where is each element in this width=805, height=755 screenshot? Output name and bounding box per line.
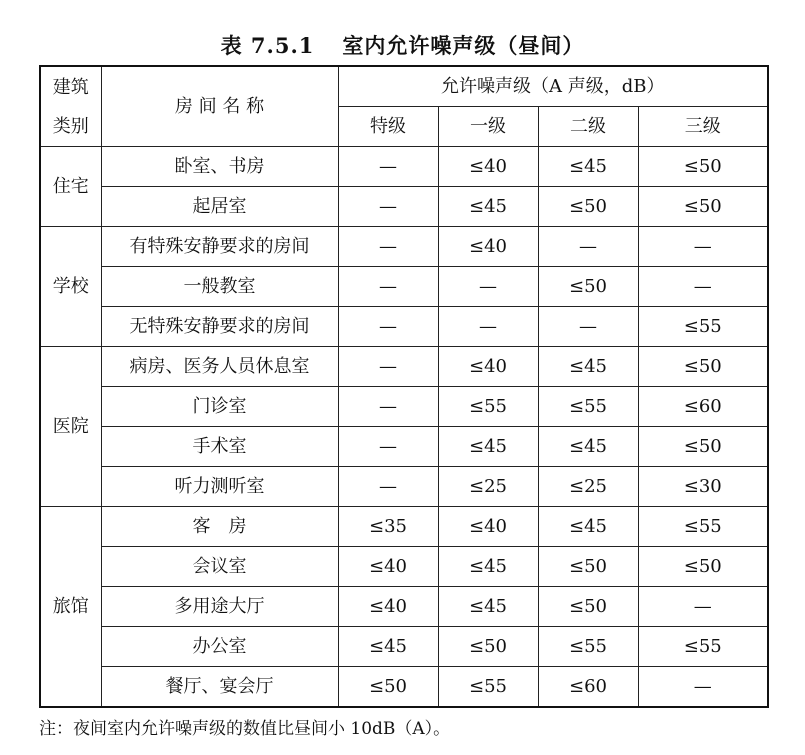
room-name-cell: 病房、医务人员休息室 xyxy=(101,347,338,387)
table-row xyxy=(40,307,768,347)
noise-value-cell: ≤50 xyxy=(538,267,638,307)
noise-value-cell: ≤50 xyxy=(638,427,768,467)
noise-value-cell: ≤55 xyxy=(538,627,638,667)
noise-value-cell: — xyxy=(638,667,768,708)
noise-value-cell: ≤45 xyxy=(538,427,638,467)
noise-value-cell: ≤50 xyxy=(538,187,638,227)
grade-header: 三级 xyxy=(638,107,768,147)
noise-value-cell: ≤45 xyxy=(438,587,538,627)
table-title xyxy=(0,30,805,60)
noise-value-cell: — xyxy=(338,267,438,307)
building-category-cell: 学校 xyxy=(40,227,101,347)
noise-value-cell: ≤25 xyxy=(438,467,538,507)
noise-value-cell: — xyxy=(538,307,638,347)
noise-value-cell: ≤50 xyxy=(338,667,438,708)
room-name-cell: 门诊室 xyxy=(101,387,338,427)
noise-value-cell: ≤60 xyxy=(538,667,638,708)
noise-value-cell: ≤55 xyxy=(638,507,768,547)
table-title-text: 室内允许噪声级（昼间） xyxy=(342,33,585,58)
room-name-cell: 客 房 xyxy=(101,507,338,547)
building-category-cell: 医院 xyxy=(40,347,101,507)
room-name-cell: 卧室、书房 xyxy=(101,147,338,187)
noise-value-cell: ≤40 xyxy=(438,347,538,387)
noise-level-table xyxy=(39,65,769,708)
table-row xyxy=(40,467,768,507)
noise-value-cell: ≤50 xyxy=(438,627,538,667)
table-row xyxy=(40,627,768,667)
table-row xyxy=(40,587,768,627)
noise-value-cell: — xyxy=(338,307,438,347)
noise-value-cell: — xyxy=(338,347,438,387)
building-category-cell: 旅馆 xyxy=(40,507,101,708)
noise-value-cell: — xyxy=(638,587,768,627)
noise-value-cell: — xyxy=(638,267,768,307)
noise-value-cell: ≤50 xyxy=(538,547,638,587)
noise-value-cell: — xyxy=(338,227,438,267)
noise-value-cell: ≤55 xyxy=(438,667,538,708)
room-name-cell: 听力测听室 xyxy=(101,467,338,507)
noise-value-cell: ≤30 xyxy=(638,467,768,507)
noise-value-cell: — xyxy=(338,387,438,427)
noise-value-cell: ≤45 xyxy=(438,547,538,587)
noise-value-cell: ≤55 xyxy=(638,627,768,667)
table-body xyxy=(40,66,768,707)
building-category-cell: 住宅 xyxy=(40,147,101,227)
noise-value-cell: ≤45 xyxy=(438,427,538,467)
table-row xyxy=(40,347,768,387)
noise-value-cell: ≤55 xyxy=(438,387,538,427)
table-number: 表 7.5.1 xyxy=(220,33,315,58)
noise-value-cell: — xyxy=(438,307,538,347)
noise-value-cell: ≤40 xyxy=(338,547,438,587)
room-name-cell: 有特殊安静要求的房间 xyxy=(101,227,338,267)
table-row xyxy=(40,387,768,427)
noise-value-cell: — xyxy=(338,147,438,187)
table-note: 注：夜间室内允许噪声级的数值比昼间小 10dB（A）。 xyxy=(39,719,451,739)
table-row xyxy=(40,547,768,587)
room-name-cell: 餐厅、宴会厅 xyxy=(101,667,338,708)
allowed-level-header: 允许噪声级（A 声级，dB） xyxy=(338,66,768,107)
noise-value-cell: ≤45 xyxy=(338,627,438,667)
noise-value-cell: — xyxy=(338,467,438,507)
noise-value-cell: ≤55 xyxy=(538,387,638,427)
noise-value-cell: ≤45 xyxy=(538,507,638,547)
room-name-cell: 会议室 xyxy=(101,547,338,587)
room-name-cell: 无特殊安静要求的房间 xyxy=(101,307,338,347)
noise-value-cell: ≤40 xyxy=(438,507,538,547)
noise-value-cell: — xyxy=(338,187,438,227)
noise-value-cell: ≤45 xyxy=(538,147,638,187)
noise-value-cell: ≤45 xyxy=(438,187,538,227)
noise-value-cell: ≤40 xyxy=(438,147,538,187)
table-row xyxy=(40,427,768,467)
noise-value-cell: ≤50 xyxy=(638,347,768,387)
grade-header: 特级 xyxy=(338,107,438,147)
noise-value-cell: — xyxy=(638,227,768,267)
room-name-cell: 一般教室 xyxy=(101,267,338,307)
room-name-cell: 起居室 xyxy=(101,187,338,227)
category-header-line1: 建筑 xyxy=(52,76,89,98)
grade-header: 二级 xyxy=(538,107,638,147)
room-name-cell: 手术室 xyxy=(101,427,338,467)
table-row xyxy=(40,267,768,307)
noise-value-cell: ≤50 xyxy=(638,147,768,187)
noise-value-cell: ≤60 xyxy=(638,387,768,427)
noise-value-cell: ≤40 xyxy=(438,227,538,267)
category-header-line2: 类别 xyxy=(52,115,89,137)
noise-value-cell: ≤50 xyxy=(638,547,768,587)
grade-header: 一级 xyxy=(438,107,538,147)
noise-value-cell: ≤50 xyxy=(638,187,768,227)
noise-value-cell: — xyxy=(538,227,638,267)
table-row xyxy=(40,147,768,187)
table-row xyxy=(40,227,768,267)
noise-value-cell: ≤55 xyxy=(638,307,768,347)
noise-value-cell: ≤50 xyxy=(538,587,638,627)
noise-value-cell: — xyxy=(338,427,438,467)
noise-value-cell: — xyxy=(438,267,538,307)
room-name-cell: 多用途大厅 xyxy=(101,587,338,627)
room-name-cell: 办公室 xyxy=(101,627,338,667)
room-name-header: 房 间 名 称 xyxy=(101,66,338,147)
category-header xyxy=(40,66,101,147)
table-row xyxy=(40,187,768,227)
noise-value-cell: ≤45 xyxy=(538,347,638,387)
noise-value-cell: ≤35 xyxy=(338,507,438,547)
noise-value-cell: ≤25 xyxy=(538,467,638,507)
table-row xyxy=(40,507,768,547)
table-row xyxy=(40,667,768,708)
header-row xyxy=(40,66,768,107)
noise-value-cell: ≤40 xyxy=(338,587,438,627)
